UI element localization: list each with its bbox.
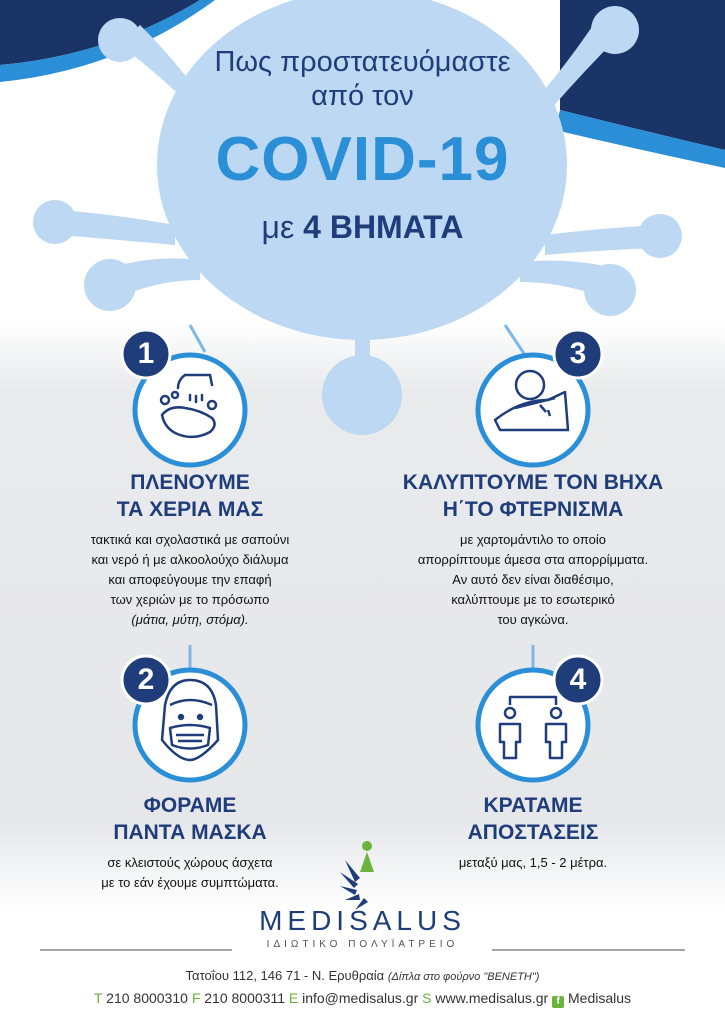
step3-title-line2: Η΄ΤΟ ΦΤΕΡΝΙΣΜΑ [442,498,624,521]
address: Τατοΐου 112, 146 71 - Ν. Ερυθραία [185,968,385,983]
step1-desc-line: των χεριών με το πρόσωπο [110,592,270,607]
step1-desc-line: και νερό ή με αλκοολούχο διάλυμα [91,552,289,567]
step2-title-line2: ΠΑΝΤΑ ΜΑΣΚΑ [113,821,267,844]
step2-description [40,853,340,893]
step4-description [383,853,683,873]
phone-label: T [93,990,103,1006]
site-label: S [422,990,432,1006]
step1-description [40,530,340,630]
step4-title [383,792,683,846]
email-link[interactable]: info@medisalus.gr [302,990,419,1006]
step3-desc-line: Αν αυτό δεν είναι διαθέσιμο, [452,572,614,587]
step3-desc-line: του αγκώνα. [497,612,569,627]
step1-desc-line: τακτικά και σχολαστικά με σαπούνι [90,532,290,547]
address-note: (Δίπλα στο φούρνο "ΒΕΝΕΤΗ") [387,971,540,983]
brand-tagline: ΙΔΙΩΤΙΚΟ ΠΟΛΥΪΑΤΡΕΙΟ [266,939,459,950]
facebook-icon[interactable]: f [552,996,564,1008]
header-line-2: από τον [311,80,414,112]
fax-number: 210 8000311 [204,990,285,1006]
step2-desc-line: σε κλειστούς χώρους άσχετα [107,855,273,870]
header-line-4-bold: 4 ΒΗΜΑΤΑ [303,209,464,245]
step3-number: 3 [569,337,587,370]
header-covid-title: COVID-19 [215,125,510,194]
facebook-link[interactable]: Medisalus [568,990,632,1006]
step2-desc-line: με το εάν έχουμε συμπτώματα. [101,875,279,890]
step3-description [383,530,683,630]
email-label: E [288,990,299,1006]
address-line [0,968,725,983]
step4-number: 4 [569,663,587,696]
brand-name: MEDISALUS [259,905,466,936]
step2-title [60,792,320,846]
step3-desc-line: απορρίπτουμε άμεσα στα απορρίμματα. [417,552,649,567]
step1-title [60,469,320,523]
phone-number[interactable]: 210 8000310 [106,990,188,1006]
header-line-1: Πως προστατευόμαστε [214,46,511,78]
step1-title-line1: ΠΛΕΝΟΥΜΕ [130,471,250,494]
website-link[interactable]: www.medisalus.gr [435,990,549,1006]
step3-desc-line: με χαρτομάντιλο το οποίο [460,532,606,547]
header-line-4-prefix: με [261,209,304,245]
step4-desc-line: μεταξύ μας, 1,5 - 2 μέτρα. [458,855,608,870]
step3-title-line1: ΚΑΛΥΠΤΟΥΜΕ ΤΟΝ ΒΗΧΑ [402,471,664,494]
contact-line [0,990,725,1008]
header-line-4 [0,207,725,247]
step1-number: 1 [137,337,155,370]
step1-title-line2: ΤΑ ΧΕΡΙΑ ΜΑΣ [116,498,264,521]
step3-desc-line: καλύπτουμε με το εσωτερικό [451,592,615,607]
step3-title [383,469,683,523]
step4-title-line1: ΚΡΑΤΑΜΕ [483,794,583,817]
step1-desc-line: και αποφεύγουμε την επαφή [108,572,272,587]
step2-number: 2 [137,663,155,696]
step4-title-line2: ΑΠΟΣΤΑΣΕΙΣ [467,821,599,844]
fax-label: F [191,990,201,1006]
step1-desc-italic: (μάτια, μύτη, στόμα). [131,612,249,627]
step2-title-line1: ΦΟΡΑΜΕ [143,794,237,817]
